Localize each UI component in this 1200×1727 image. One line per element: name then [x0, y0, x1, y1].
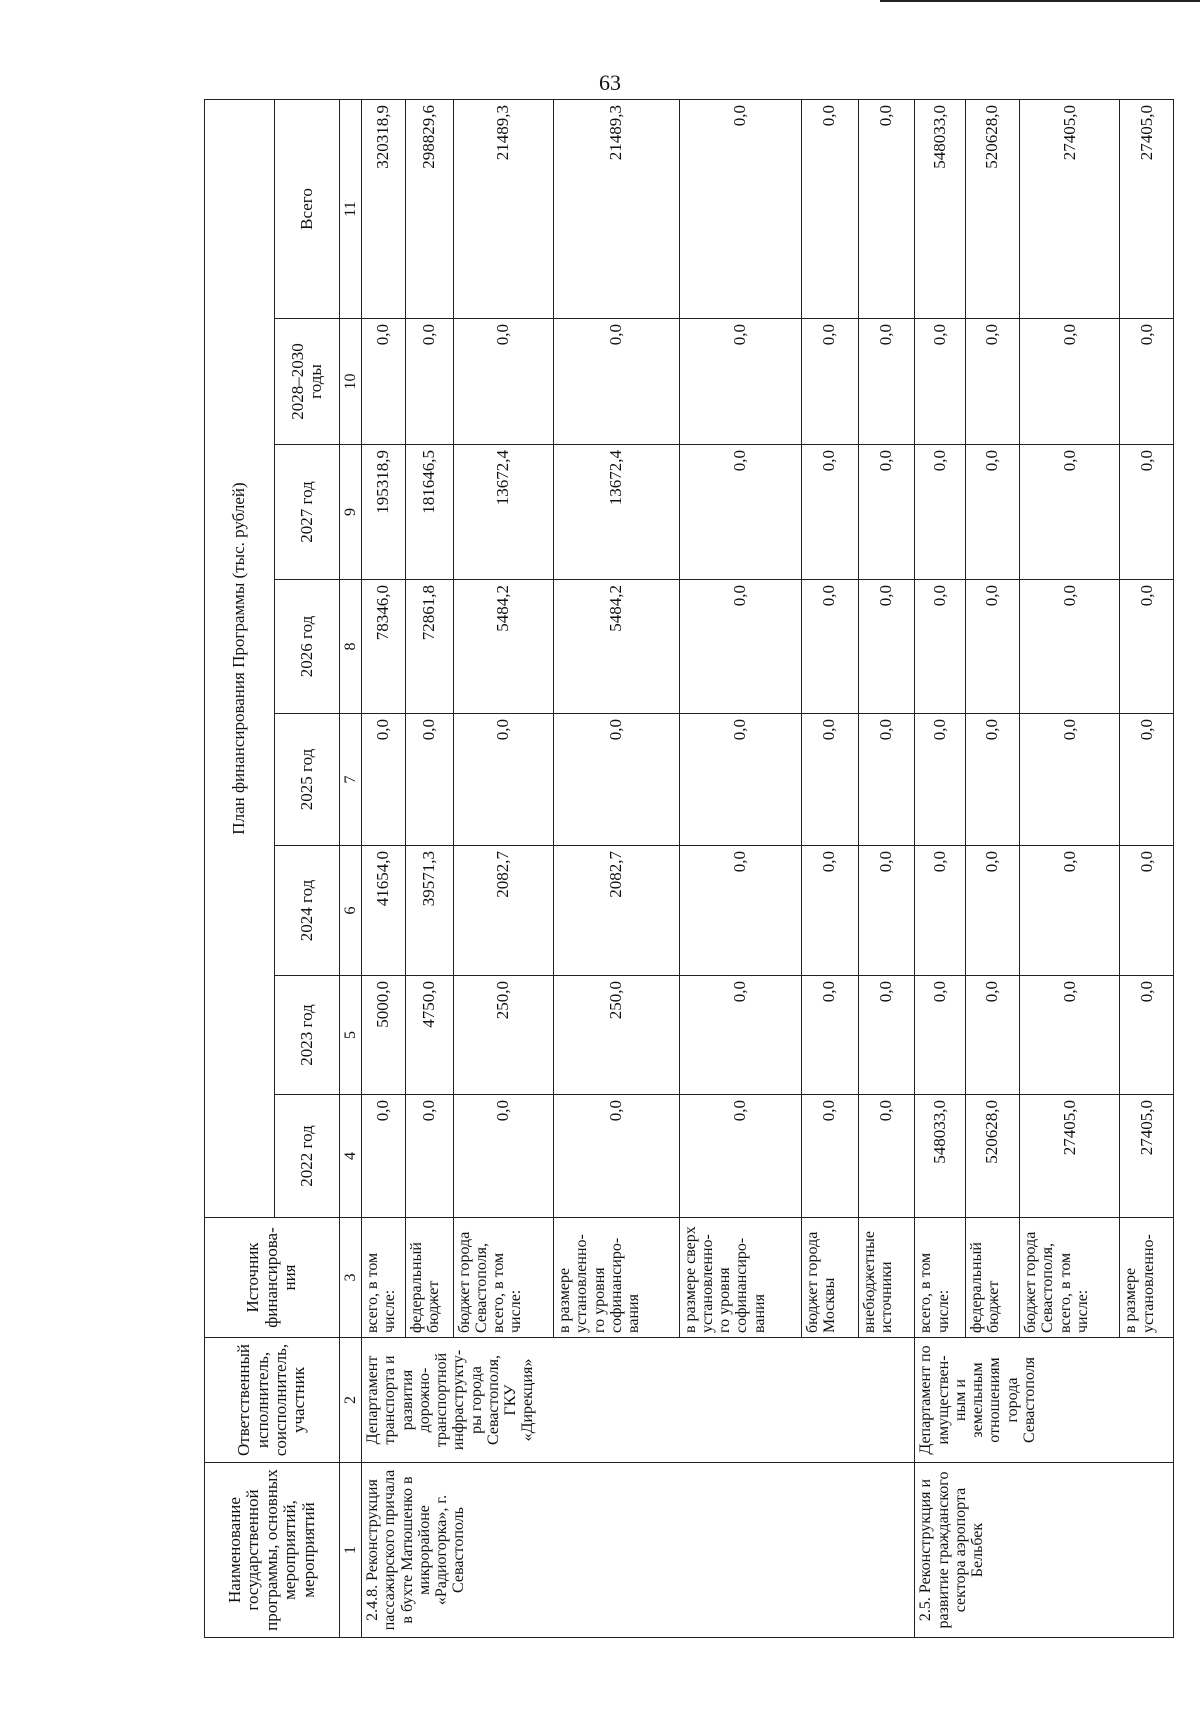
value-cell: 0,0 — [858, 445, 915, 580]
value-cell: 27405,0 — [1020, 100, 1120, 319]
value-cell: 520628,0 — [965, 1095, 1020, 1218]
header-year: 2024 год — [275, 846, 340, 976]
value-cell: 0,0 — [679, 714, 801, 846]
value-cell: 250,0 — [453, 976, 553, 1095]
value-cell: 0,0 — [858, 319, 915, 445]
value-cell: 72861,8 — [405, 580, 453, 714]
scan-edge-mark — [880, 0, 1200, 2]
value-cell: 250,0 — [554, 976, 680, 1095]
value-cell: 0,0 — [1120, 445, 1174, 580]
value-cell: 0,0 — [1120, 319, 1174, 445]
column-number: 10 — [340, 319, 362, 445]
value-cell: 5484,2 — [453, 580, 553, 714]
header-executor: Ответственный исполнитель, соисполнитель, участник — [205, 1338, 340, 1463]
value-cell: 0,0 — [915, 976, 965, 1095]
value-cell: 0,0 — [1020, 319, 1120, 445]
value-cell: 4750,0 — [405, 976, 453, 1095]
value-cell: 5484,2 — [554, 580, 680, 714]
value-cell: 27405,0 — [1120, 100, 1174, 319]
value-cell: 0,0 — [679, 319, 801, 445]
value-cell: 0,0 — [858, 976, 915, 1095]
measure-name: 2.4.8. Реконструкция пассажирского причала в бухте Матюшенко в микрорайоне «Радиогорка», г. Севастополь — [362, 1463, 915, 1638]
value-cell: 0,0 — [965, 846, 1020, 976]
value-cell: 0,0 — [679, 976, 801, 1095]
value-cell: 0,0 — [801, 976, 858, 1095]
page-number: 63 — [599, 70, 621, 95]
table-row — [362, 100, 406, 1638]
value-cell: 0,0 — [1020, 714, 1120, 846]
funding-source: всего, в том числе: — [915, 1218, 965, 1338]
value-cell: 0,0 — [858, 100, 915, 319]
value-cell: 0,0 — [915, 846, 965, 976]
value-cell: 195318,9 — [362, 445, 406, 580]
value-cell: 0,0 — [801, 1095, 858, 1218]
value-cell: 0,0 — [1120, 846, 1174, 976]
value-cell: 320318,9 — [362, 100, 406, 319]
value-cell: 0,0 — [801, 445, 858, 580]
funding-source: в размере установленно-го уровня софинансиро-вания — [554, 1218, 680, 1338]
financing-plan-table — [204, 99, 1174, 1638]
value-cell: 0,0 — [405, 319, 453, 445]
value-cell: 0,0 — [362, 714, 406, 846]
value-cell: 0,0 — [1020, 445, 1120, 580]
value-cell: 39571,3 — [405, 846, 453, 976]
funding-source: федеральный бюджет — [965, 1218, 1020, 1338]
value-cell: 0,0 — [405, 1095, 453, 1218]
value-cell: 0,0 — [915, 319, 965, 445]
value-cell: 21489,3 — [453, 100, 553, 319]
value-cell: 0,0 — [1120, 714, 1174, 846]
column-number: 9 — [340, 445, 362, 580]
value-cell: 298829,6 — [405, 100, 453, 319]
funding-source: бюджет города Москвы — [801, 1218, 858, 1338]
value-cell: 0,0 — [915, 714, 965, 846]
funding-source: внебюджетные источники — [858, 1218, 915, 1338]
header-year: 2028–2030 годы — [275, 319, 340, 445]
header-plan: План финансирования Программы (тыс. рублей) — [205, 100, 275, 1218]
value-cell: 181646,5 — [405, 445, 453, 580]
value-cell: 0,0 — [362, 1095, 406, 1218]
value-cell: 0,0 — [915, 445, 965, 580]
header-name: Наименование государственной программы, основных мероприятий, мероприятий — [205, 1463, 340, 1638]
value-cell: 0,0 — [554, 714, 680, 846]
column-number: 5 — [340, 976, 362, 1095]
rotated-table-wrapper — [204, 100, 1174, 1638]
value-cell: 0,0 — [965, 714, 1020, 846]
value-cell: 0,0 — [965, 976, 1020, 1095]
value-cell: 13672,4 — [554, 445, 680, 580]
value-cell: 2082,7 — [554, 846, 680, 976]
value-cell: 27405,0 — [1020, 1095, 1120, 1218]
value-cell: 5000,0 — [362, 976, 406, 1095]
value-cell: 0,0 — [801, 846, 858, 976]
column-number: 1 — [340, 1463, 362, 1638]
value-cell: 0,0 — [405, 714, 453, 846]
table-row — [915, 100, 965, 1638]
measure-executor: Департамент по имуществен-ным и земельным отношениям города Севастополя — [915, 1338, 1174, 1463]
header-year: 2025 год — [275, 714, 340, 846]
value-cell: 2082,7 — [453, 846, 553, 976]
value-cell: 0,0 — [554, 319, 680, 445]
header-year: 2026 год — [275, 580, 340, 714]
column-number: 3 — [340, 1218, 362, 1338]
value-cell: 0,0 — [1020, 976, 1120, 1095]
value-cell: 0,0 — [453, 319, 553, 445]
value-cell: 0,0 — [679, 846, 801, 976]
value-cell: 0,0 — [679, 1095, 801, 1218]
value-cell: 0,0 — [1120, 580, 1174, 714]
value-cell: 0,0 — [801, 100, 858, 319]
value-cell: 0,0 — [1020, 580, 1120, 714]
column-number: 8 — [340, 580, 362, 714]
value-cell: 13672,4 — [453, 445, 553, 580]
funding-source: в размере установленно- — [1120, 1218, 1174, 1338]
value-cell: 0,0 — [965, 580, 1020, 714]
value-cell: 0,0 — [679, 580, 801, 714]
value-cell: 41654,0 — [362, 846, 406, 976]
value-cell: 0,0 — [965, 445, 1020, 580]
header-year: 2023 год — [275, 976, 340, 1095]
measure-name: 2.5. Реконструкция и развитие гражданского сектора аэропорта Бельбек — [915, 1463, 1174, 1638]
value-cell: 0,0 — [362, 319, 406, 445]
value-cell: 0,0 — [915, 580, 965, 714]
value-cell: 0,0 — [1020, 846, 1120, 976]
funding-source: бюджет города Севастополя, всего, в том числе: — [453, 1218, 553, 1338]
column-number: 6 — [340, 846, 362, 976]
funding-source: федеральный бюджет — [405, 1218, 453, 1338]
value-cell: 0,0 — [679, 445, 801, 580]
funding-source: бюджет города Севастополя, всего, в том числе: — [1020, 1218, 1120, 1338]
value-cell: 0,0 — [453, 714, 553, 846]
value-cell: 0,0 — [965, 319, 1020, 445]
measure-executor: Департамент транспорта и развития дорожно-транспортной инфраструкту-ры города Севастополя, ГКУ «Дирекция» — [362, 1338, 915, 1463]
column-number: 11 — [340, 100, 362, 319]
value-cell: 0,0 — [453, 1095, 553, 1218]
value-cell: 27405,0 — [1120, 1095, 1174, 1218]
value-cell: 548033,0 — [915, 1095, 965, 1218]
column-number: 2 — [340, 1338, 362, 1463]
value-cell: 0,0 — [858, 714, 915, 846]
value-cell: 0,0 — [858, 580, 915, 714]
column-number: 4 — [340, 1095, 362, 1218]
value-cell: 0,0 — [801, 580, 858, 714]
value-cell: 78346,0 — [362, 580, 406, 714]
value-cell: 0,0 — [858, 1095, 915, 1218]
value-cell: 548033,0 — [915, 100, 965, 319]
funding-source: всего, в том числе: — [362, 1218, 406, 1338]
value-cell: 0,0 — [1120, 976, 1174, 1095]
value-cell: 0,0 — [801, 319, 858, 445]
funding-source: в размере сверх установленно-го уровня софинансиро-вания — [679, 1218, 801, 1338]
header-year: 2027 год — [275, 445, 340, 580]
value-cell: 0,0 — [679, 100, 801, 319]
header-year: 2022 год — [275, 1095, 340, 1218]
header-source: Источник финансирова-ния — [205, 1218, 340, 1338]
value-cell: 0,0 — [554, 1095, 680, 1218]
value-cell: 21489,3 — [554, 100, 680, 319]
value-cell: 520628,0 — [965, 100, 1020, 319]
value-cell: 0,0 — [801, 714, 858, 846]
column-number: 7 — [340, 714, 362, 846]
header-total: Всего — [275, 100, 340, 319]
value-cell: 0,0 — [858, 846, 915, 976]
